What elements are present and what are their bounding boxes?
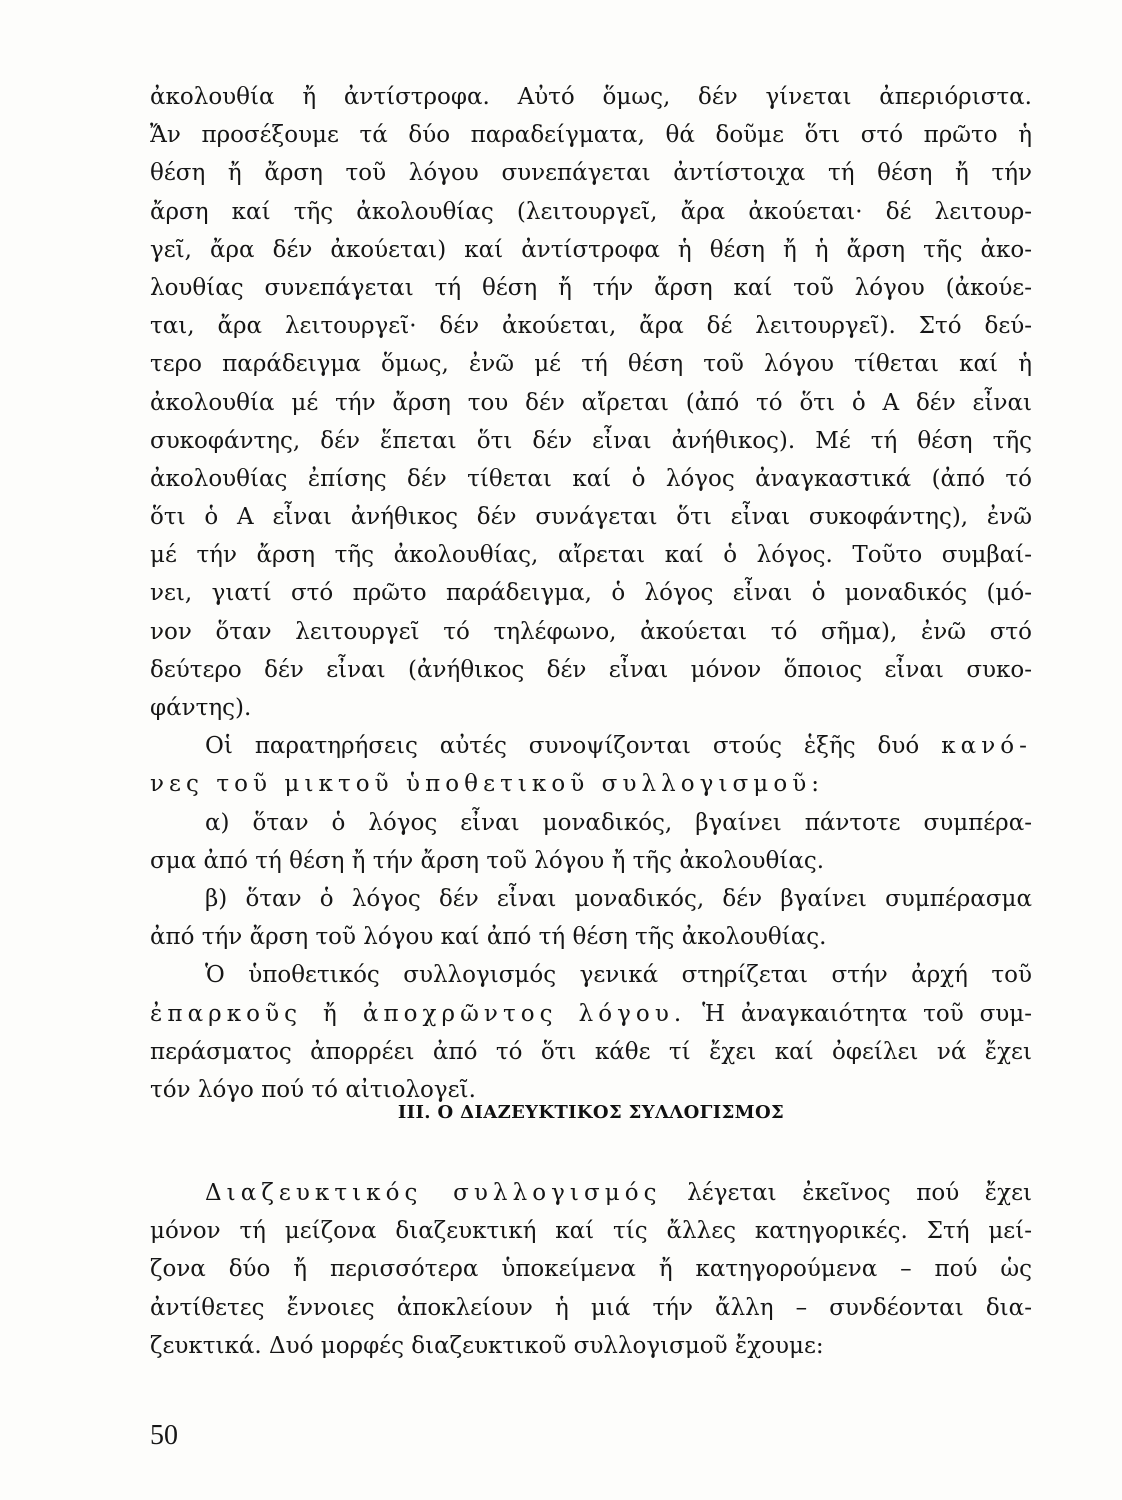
text-line: ἄρση καί τῆς ἀκολουθίας (λειτουργεῖ, ἄρα ἀκούεται· δέ λειτουρ- bbox=[150, 198, 1032, 225]
paragraph-5 bbox=[150, 956, 1032, 1109]
text-line: τερο παράδειγμα ὅμως, ἐνῶ μέ τή θέση τοῦ λόγου τίθεται καί ἡ bbox=[150, 351, 1032, 378]
paragraph-1 bbox=[150, 78, 1032, 727]
rule-b bbox=[150, 880, 1032, 956]
rule-a bbox=[150, 804, 1032, 880]
text-line: ἀκολουθίας ἐπίσης δέν τίθεται καί ὁ λόγος ἀναγκαστικά (ἀπό τό bbox=[150, 465, 1032, 492]
text-run: Οἱ παρατηρήσεις αὐτές συνοψίζονται στούς ἑξῆς δυό bbox=[205, 733, 920, 760]
spaced-term: κανό- bbox=[941, 733, 1032, 760]
text-line: ἀπό τήν ἄρση τοῦ λόγου καί ἀπό τή θέση τῆς ἀκολουθίας. bbox=[150, 924, 827, 951]
page-number: 50 bbox=[150, 1420, 178, 1451]
text-line: μέ τήν ἄρση τῆς ἀκολουθίας, αἴρεται καί ὁ λόγος. Τοῦτο συμβαί- bbox=[150, 542, 1032, 569]
text-line: περάσματος ἀπορρέει ἀπό τό ὅτι κάθε τί ἔχει καί ὀφείλει νά ἔχει bbox=[150, 1038, 1032, 1065]
text-line: θέση ἤ ἄρση τοῦ λόγου συνεπάγεται ἀντίστοιχα τή θέση ἤ τήν bbox=[150, 160, 1032, 187]
text-line: α) ὅταν ὁ λόγος εἶναι μοναδικός, βγαίνει πάντοτε συμπέρα- bbox=[205, 809, 1032, 836]
text-line: β) ὅταν ὁ λόγος δέν εἶναι μοναδικός, δέν βγαίνει συμπέρασμα bbox=[205, 885, 1032, 912]
text-line: νον ὅταν λειτουργεῖ τό τηλέφωνο, ἀκούεται τό σῆμα), ἐνῶ στό bbox=[150, 618, 1032, 645]
spaced-term: Διαζευκτικός συλλογισμός bbox=[205, 1180, 662, 1206]
text-line: Ὁ ὑποθετικός συλλογισμός γενικά στηρίζεται στήν ἀρχή τοῦ bbox=[205, 962, 1032, 989]
text-line: νει, γιατί στό πρῶτο παράδειγμα, ὁ λόγος εἶναι ὁ μοναδικός (μό- bbox=[150, 580, 1032, 607]
text-line: ἀντίθετες ἔννοιες ἀποκλείουν ἡ μιά τήν ἄλλη – συνδέονται δια- bbox=[150, 1294, 1032, 1321]
text-line bbox=[150, 727, 1032, 765]
spaced-term: ἐπαρκοῦς ἤ ἀποχρῶντος λόγου. bbox=[150, 1000, 687, 1027]
text-line: ζονα δύο ἤ περισσότερα ὑποκείμενα ἤ κατηγορούμενα – πού ὡς bbox=[150, 1256, 1032, 1283]
text-line: ὅτι ὁ Α εἶναι ἀνήθικος δέν συνάγεται ὅτι εἶναι συκοφάντης), ἐνῶ bbox=[150, 504, 1032, 531]
text-line: λουθίας συνεπάγεται τή θέση ἤ τήν ἄρση καί τοῦ λόγου (ἀκούε- bbox=[150, 274, 1032, 301]
text-line: ἀκολουθία μέ τήν ἄρση του δέν αἴρεται (ἀπό τό ὅτι ὁ Α δέν εἶναι bbox=[150, 389, 1032, 416]
text-line: τόν λόγο πού τό αἰτιολογεῖ. bbox=[150, 1076, 476, 1103]
text-line bbox=[150, 1174, 1032, 1212]
text-line: γεῖ, ἄρα δέν ἀκούεται) καί ἀντίστροφα ἡ θέση ἤ ἡ ἄρση τῆς ἀκο- bbox=[150, 236, 1032, 263]
text-line: μόνον τή μείζονα διαζευκτική καί τίς ἄλλες κατηγορικές. Στή μεί- bbox=[150, 1218, 1032, 1245]
spaced-term: νες τοῦ μικτοῦ ὑποθετικοῦ συλλογισμοῦ: bbox=[150, 771, 825, 798]
text-run: λέγεται ἐκεῖνος πού ἔχει bbox=[687, 1180, 1032, 1206]
text-line bbox=[150, 995, 1032, 1033]
text-line: ται, ἄρα λειτουργεῖ· δέν ἀκούεται, ἄρα δέ λειτουργεῖ). Στό δεύ- bbox=[150, 313, 1032, 340]
text-line: συκοφάντης, δέν ἕπεται ὅτι δέν εἶναι ἀνήθικος). Μέ τή θέση τῆς bbox=[150, 427, 1032, 454]
text-line: δεύτερο δέν εἶναι (ἀνήθικος δέν εἶναι μόνον ὅποιος εἶναι συκο- bbox=[150, 656, 1032, 683]
text-line: Ἄν προσέξουμε τά δύο παραδείγματα, θά δοῦμε ὅτι στό πρῶτο ἡ bbox=[150, 122, 1032, 149]
text-run: Ἡ ἀναγκαιότητα τοῦ συμ- bbox=[702, 1000, 1033, 1027]
section-paragraph bbox=[150, 1174, 1032, 1365]
paragraph-2 bbox=[150, 727, 1032, 803]
text-line: φάντης). bbox=[150, 695, 252, 721]
page-body bbox=[150, 78, 1033, 1359]
section-heading: ΙΙΙ. Ο ΔΙΑΖΕΥΚΤΙΚΟΣ ΣΥΛΛΟΓΙΣΜΟΣ bbox=[397, 1102, 785, 1123]
text-line: ζευκτικά. Δυό μορφές διαζευκτικοῦ συλλογισμοῦ ἔχουμε: bbox=[150, 1332, 824, 1359]
text-line: σμα ἀπό τή θέση ἤ τήν ἄρση τοῦ λόγου ἤ τῆς ἀκολουθίας. bbox=[150, 847, 825, 874]
text-line: ἀκολουθία ἤ ἀντίστροφα. Αὐτό ὅμως, δέν γίνεται ἀπεριόριστα. bbox=[150, 84, 1032, 110]
